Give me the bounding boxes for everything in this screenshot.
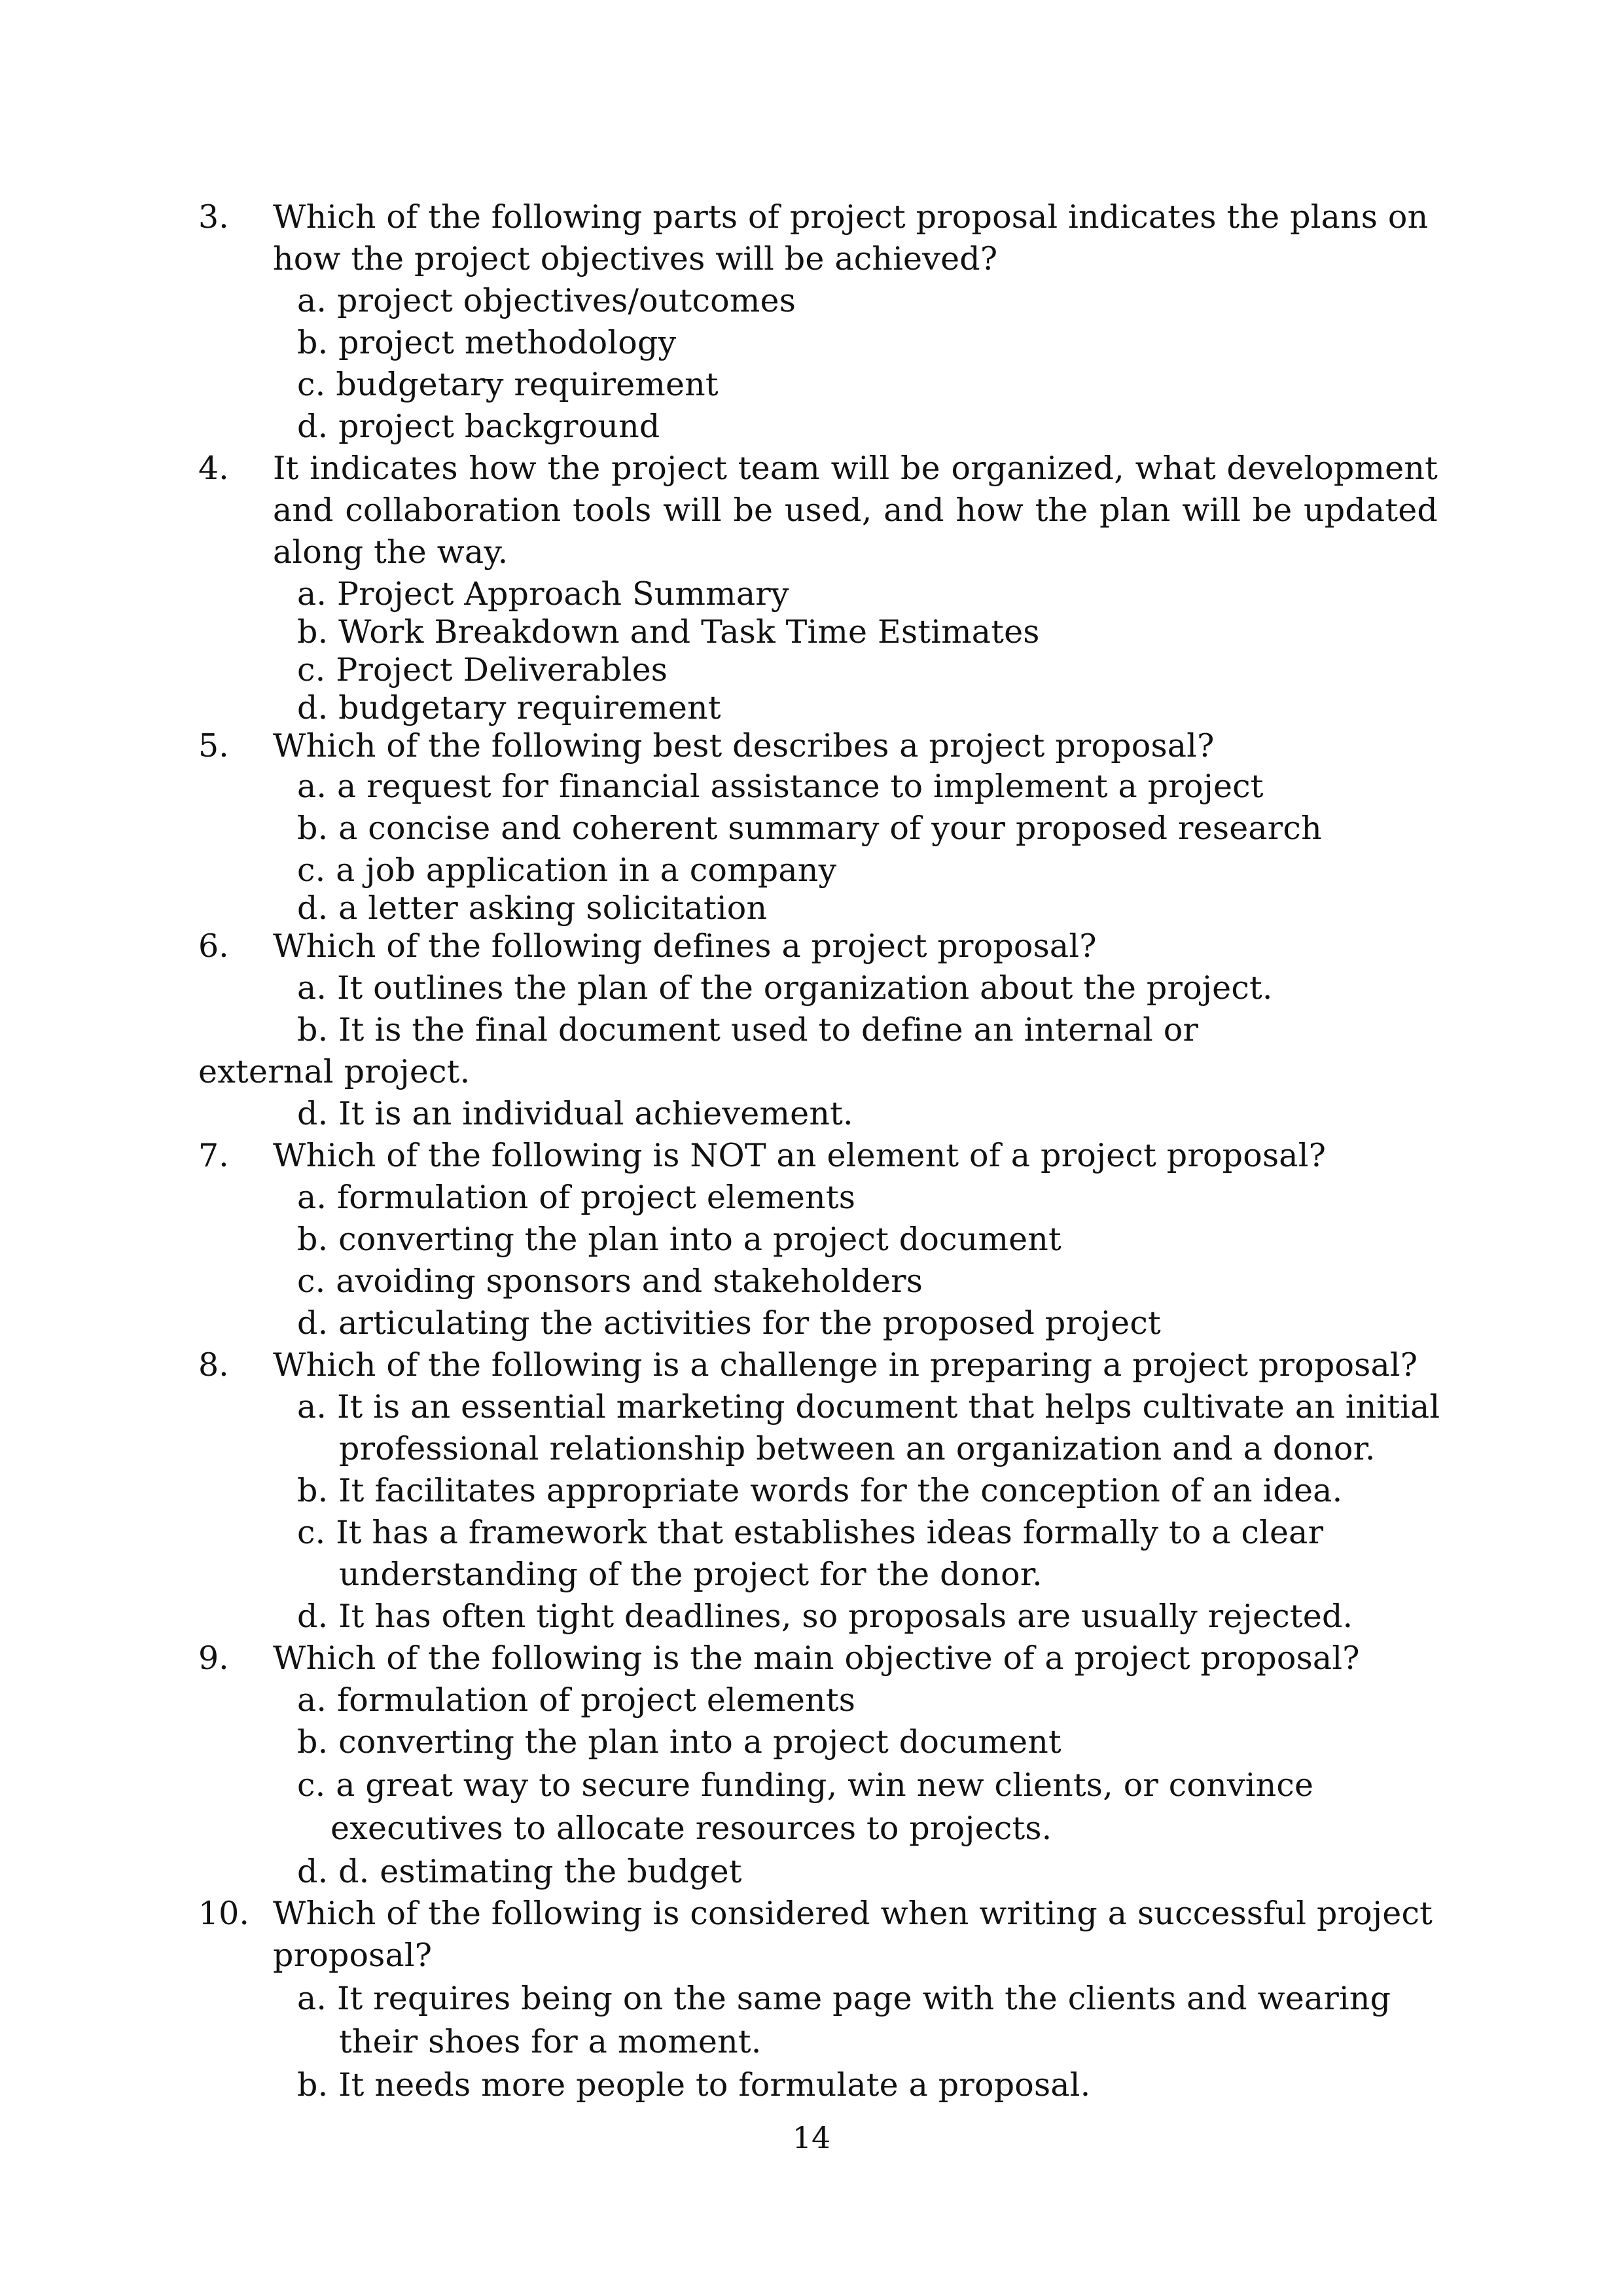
- answer-option: d. budgetary requirement: [297, 689, 721, 726]
- question-stem-line: Which of the following defines a project proposal?: [273, 927, 1097, 965]
- answer-option: b. It needs more people to formulate a proposal.: [297, 2066, 1091, 2104]
- answer-option-continuation: their shoes for a moment.: [339, 2023, 762, 2060]
- answer-option-continuation: external project.: [198, 1053, 471, 1090]
- question-stem-line: Which of the following is a challenge in preparing a project proposal?: [273, 1346, 1418, 1384]
- question-number: 4.: [198, 450, 229, 487]
- answer-option: b. project methodology: [297, 324, 677, 361]
- answer-option: a. project objectives/outcomes: [297, 282, 796, 319]
- answer-option: d. articulating the activities for the proposed project: [297, 1304, 1161, 1342]
- answer-option-continuation: executives to allocate resources to projects.: [330, 1810, 1052, 1847]
- question-number: 9.: [198, 1640, 229, 1677]
- answer-option: b. Work Breakdown and Task Time Estimates: [297, 613, 1040, 651]
- answer-option-continuation: professional relationship between an organization and a donor.: [339, 1430, 1376, 1467]
- question-stem-line: Which of the following parts of project proposal indicates the plans on: [273, 198, 1429, 236]
- answer-option: b. It is the final document used to define an internal or: [297, 1011, 1199, 1049]
- question-stem-line: and collaboration tools will be used, and how the plan will be updated: [273, 492, 1438, 529]
- answer-option: a. a request for financial assistance to implement a project: [297, 768, 1264, 805]
- answer-option: d. project background: [297, 408, 660, 445]
- answer-option: d. It is an individual achievement.: [297, 1095, 853, 1132]
- page-number: 14: [792, 2120, 831, 2155]
- answer-option: a. formulation of project elements: [297, 1179, 856, 1216]
- answer-option: a. It outlines the plan of the organization about the project.: [297, 969, 1273, 1007]
- answer-option: c. avoiding sponsors and stakeholders: [297, 1263, 923, 1300]
- question-stem-line: proposal?: [273, 1937, 433, 1974]
- answer-option: a. formulation of project elements: [297, 1681, 856, 1719]
- question-stem-line: Which of the following is NOT an element of a project proposal?: [273, 1137, 1327, 1174]
- question-number: 8.: [198, 1346, 229, 1384]
- question-number: 6.: [198, 927, 229, 965]
- answer-option: c. budgetary requirement: [297, 366, 719, 403]
- answer-option: d. a letter asking solicitation: [297, 889, 768, 927]
- answer-option: b. a concise and coherent summary of your proposed research: [297, 810, 1322, 847]
- answer-option: a. Project Approach Summary: [297, 575, 789, 613]
- question-stem-line: Which of the following best describes a project proposal?: [273, 727, 1215, 764]
- question-number: 10.: [198, 1895, 249, 1932]
- question-stem-line: It indicates how the project team will be organized, what development: [273, 450, 1438, 487]
- question-stem-line: how the project objectives will be achieved?: [273, 240, 998, 278]
- answer-option: b. converting the plan into a project document: [297, 1221, 1061, 1258]
- question-number: 3.: [198, 198, 229, 236]
- question-stem-line: along the way.: [273, 533, 508, 571]
- answer-option-continuation: understanding of the project for the donor.: [339, 1556, 1043, 1593]
- question-number: 5.: [198, 727, 229, 764]
- answer-option: d. It has often tight deadlines, so proposals are usually rejected.: [297, 1598, 1353, 1635]
- question-stem-line: Which of the following is the main objective of a project proposal?: [273, 1640, 1360, 1677]
- answer-option: c. It has a framework that establishes ideas formally to a clear: [297, 1514, 1324, 1551]
- question-stem-line: Which of the following is considered when writing a successful project: [273, 1895, 1433, 1932]
- answer-option: c. Project Deliverables: [297, 651, 668, 689]
- answer-option: b. It facilitates appropriate words for the conception of an idea.: [297, 1472, 1343, 1509]
- answer-option: d. d. estimating the budget: [297, 1853, 742, 1890]
- answer-option: b. converting the plan into a project document: [297, 1723, 1061, 1761]
- answer-option: a. It is an essential marketing document that helps cultivate an initial: [297, 1388, 1440, 1426]
- answer-option: a. It requires being on the same page with the clients and wearing: [297, 1980, 1391, 2017]
- question-number: 7.: [198, 1137, 229, 1174]
- answer-option: c. a great way to secure funding, win new clients, or convince: [297, 1767, 1314, 1804]
- answer-option: c. a job application in a company: [297, 852, 837, 889]
